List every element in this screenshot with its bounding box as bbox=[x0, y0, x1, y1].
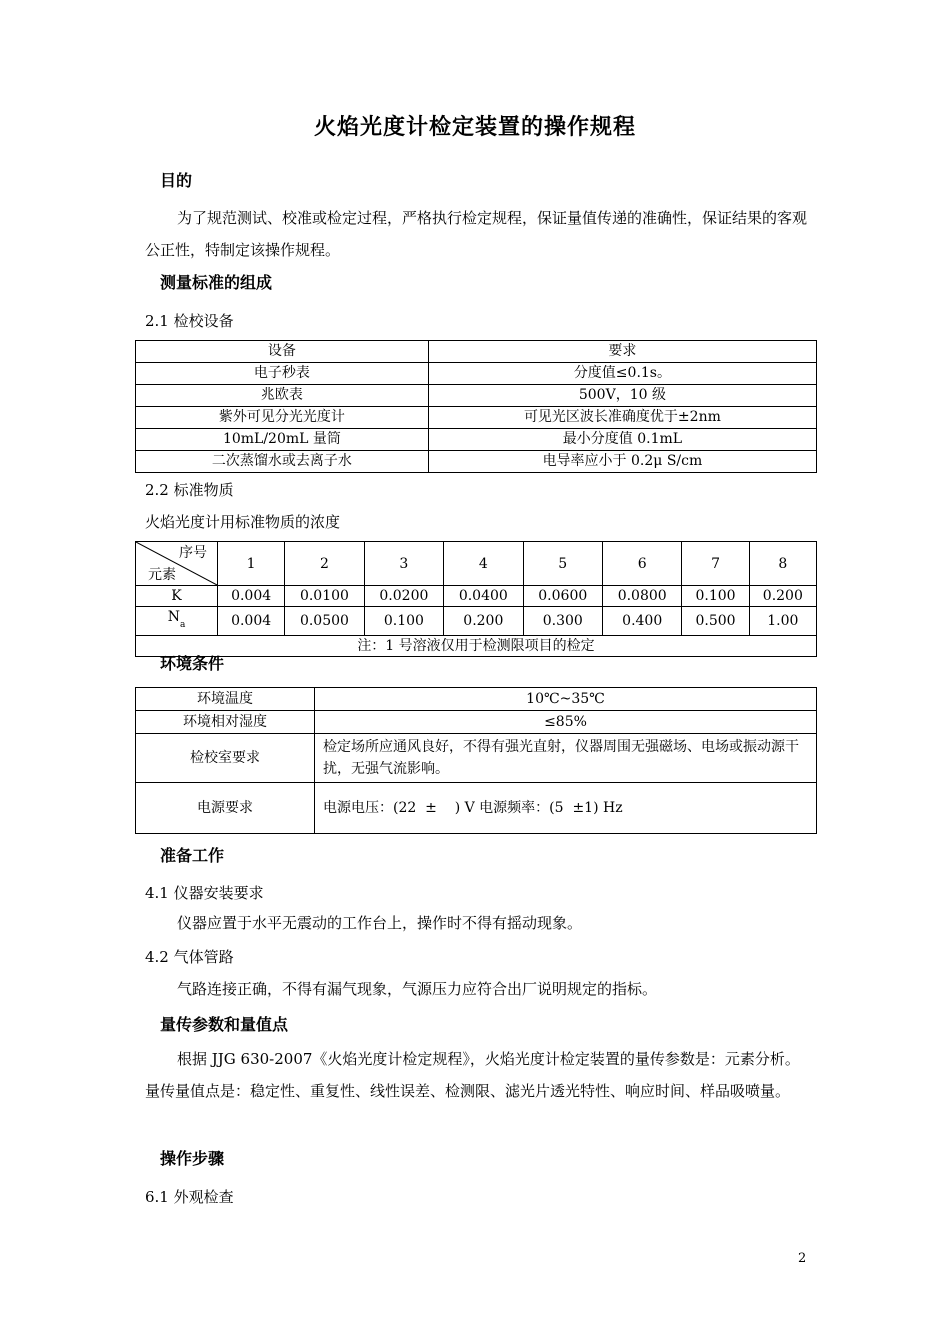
table-cell: 0.500 bbox=[682, 607, 749, 636]
reference-heading: 2.2 标准物质 bbox=[145, 481, 234, 499]
table-cell: 0.0600 bbox=[523, 586, 602, 607]
table-cell: 0.0400 bbox=[444, 586, 523, 607]
table-cell: 10℃~35℃ bbox=[315, 688, 817, 711]
table-cell: ≤85% bbox=[315, 711, 817, 734]
table-cell: 0.200 bbox=[444, 607, 523, 636]
table-row bbox=[136, 542, 817, 586]
corner-label-element: 元素 bbox=[148, 567, 176, 583]
page-number: 2 bbox=[798, 1251, 807, 1266]
purpose-text: 为了规范测试、校准或检定过程，严格执行检定规程，保证量值传递的准确性，保证结果的客观公正性，特制定该操作规程。 bbox=[145, 209, 808, 259]
equipment-heading: 2.1 检校设备 bbox=[145, 312, 234, 330]
table-row bbox=[136, 385, 817, 407]
table-cell: 检定场所应通风良好，不得有强光直射，仪器周围无强磁场、电场或振动源干扰，无强气流影响。 bbox=[315, 734, 817, 783]
table-row bbox=[136, 407, 817, 429]
table-row bbox=[136, 607, 817, 636]
row-label bbox=[136, 607, 218, 636]
table-cell: 10mL/20mL 量筒 bbox=[136, 429, 429, 451]
table-header-cell: 6 bbox=[602, 542, 681, 586]
table-cell: 0.0100 bbox=[285, 586, 364, 607]
environment-heading: 环境条件 bbox=[160, 654, 225, 673]
table-note: 注：1 号溶液仅用于检测限项目的检定 bbox=[136, 636, 817, 657]
table-cell: 0.0500 bbox=[285, 607, 364, 636]
row-label bbox=[136, 586, 218, 607]
install-text: 仪器应置于水平无震动的工作台上，操作时不得有摇动现象。 bbox=[177, 914, 583, 932]
table-cell: 0.300 bbox=[523, 607, 602, 636]
row-label-subscript: a bbox=[179, 620, 186, 630]
table-header-cell: 1 bbox=[218, 542, 285, 586]
table-header-cell: 8 bbox=[749, 542, 816, 586]
table-cell: 电源电压：(22 ± ) V 电源频率：(5 ±1) Hz bbox=[315, 783, 817, 834]
table-cell: 0.400 bbox=[602, 607, 681, 636]
table-cell: 0.200 bbox=[749, 586, 816, 607]
steps-heading: 操作步骤 bbox=[160, 1149, 225, 1168]
table-cell: 最小分度值 0.1mL bbox=[428, 429, 816, 451]
page-title: 火焰光度计检定装置的操作规程 bbox=[313, 115, 636, 140]
table-cell: 电子秒表 bbox=[136, 363, 429, 385]
table-cell: 0.100 bbox=[364, 607, 443, 636]
table-cell: 环境相对湿度 bbox=[136, 711, 315, 734]
diagonal-header-cell bbox=[136, 542, 218, 586]
table-cell: 500V，10 级 bbox=[428, 385, 816, 407]
table-cell: 二次蒸馏水或去离子水 bbox=[136, 451, 429, 473]
table-cell: 环境温度 bbox=[136, 688, 315, 711]
table-row bbox=[136, 711, 817, 734]
row-label-text: K bbox=[171, 588, 182, 604]
table-cell: 1.00 bbox=[749, 607, 816, 636]
table-cell: 0.004 bbox=[218, 607, 285, 636]
purpose-heading: 目的 bbox=[160, 171, 193, 190]
table-cell: 分度值≤0.1s。 bbox=[428, 363, 816, 385]
table-header-cell: 4 bbox=[444, 542, 523, 586]
table-cell: 可见光区波长准确度优于±2nm bbox=[428, 407, 816, 429]
params-text: 根据 JJG 630-2007《火焰光度计检定规程》，火焰光度计检定装置的量传参数是：元素分析。量传量值点是：稳定性、重复性、线性误差、检测限、滤光片透光特性、响应时间、样品吸喷量。 bbox=[145, 1050, 800, 1100]
table-header-cell: 7 bbox=[682, 542, 749, 586]
row-label-text: N bbox=[167, 609, 180, 625]
table-cell: 紫外可见分光光度计 bbox=[136, 407, 429, 429]
table-row bbox=[136, 429, 817, 451]
table-cell: 检校室要求 bbox=[136, 734, 315, 783]
standard-heading: 测量标准的组成 bbox=[160, 273, 273, 292]
table-row bbox=[136, 688, 817, 711]
concentration-table bbox=[135, 541, 817, 657]
table-cell: 0.100 bbox=[682, 586, 749, 607]
table-row bbox=[136, 586, 817, 607]
params-heading: 量传参数和量值点 bbox=[160, 1015, 289, 1034]
table-row bbox=[136, 783, 817, 834]
table-cell: 0.004 bbox=[218, 586, 285, 607]
corner-label-index: 序号 bbox=[179, 545, 207, 561]
gas-heading: 4.2 气体管路 bbox=[145, 948, 234, 966]
gas-text: 气路连接正确，不得有漏气现象，气源压力应符合出厂说明规定的指标。 bbox=[177, 980, 658, 998]
environment-table bbox=[135, 687, 817, 834]
table-cell: 电导率应小于 0.2μ S/cm bbox=[428, 451, 816, 473]
table-header-cell: 要求 bbox=[428, 341, 816, 363]
table-row bbox=[136, 734, 817, 783]
table-row bbox=[136, 363, 817, 385]
table-cell: 电源要求 bbox=[136, 783, 315, 834]
table-cell: 0.0800 bbox=[602, 586, 681, 607]
table-row bbox=[136, 636, 817, 657]
equipment-table bbox=[135, 340, 817, 473]
table-cell: 0.0200 bbox=[364, 586, 443, 607]
table-header-cell: 5 bbox=[523, 542, 602, 586]
install-heading: 4.1 仪器安装要求 bbox=[145, 884, 264, 902]
preparation-heading: 准备工作 bbox=[160, 846, 225, 865]
reference-caption: 火焰光度计用标准物质的浓度 bbox=[145, 513, 341, 531]
table-cell: 兆欧表 bbox=[136, 385, 429, 407]
table-header-cell: 3 bbox=[364, 542, 443, 586]
inspection-heading: 6.1 外观检查 bbox=[145, 1188, 234, 1206]
table-header-cell: 设备 bbox=[136, 341, 429, 363]
table-header-cell: 2 bbox=[285, 542, 364, 586]
table-row bbox=[136, 341, 817, 363]
table-row bbox=[136, 451, 817, 473]
